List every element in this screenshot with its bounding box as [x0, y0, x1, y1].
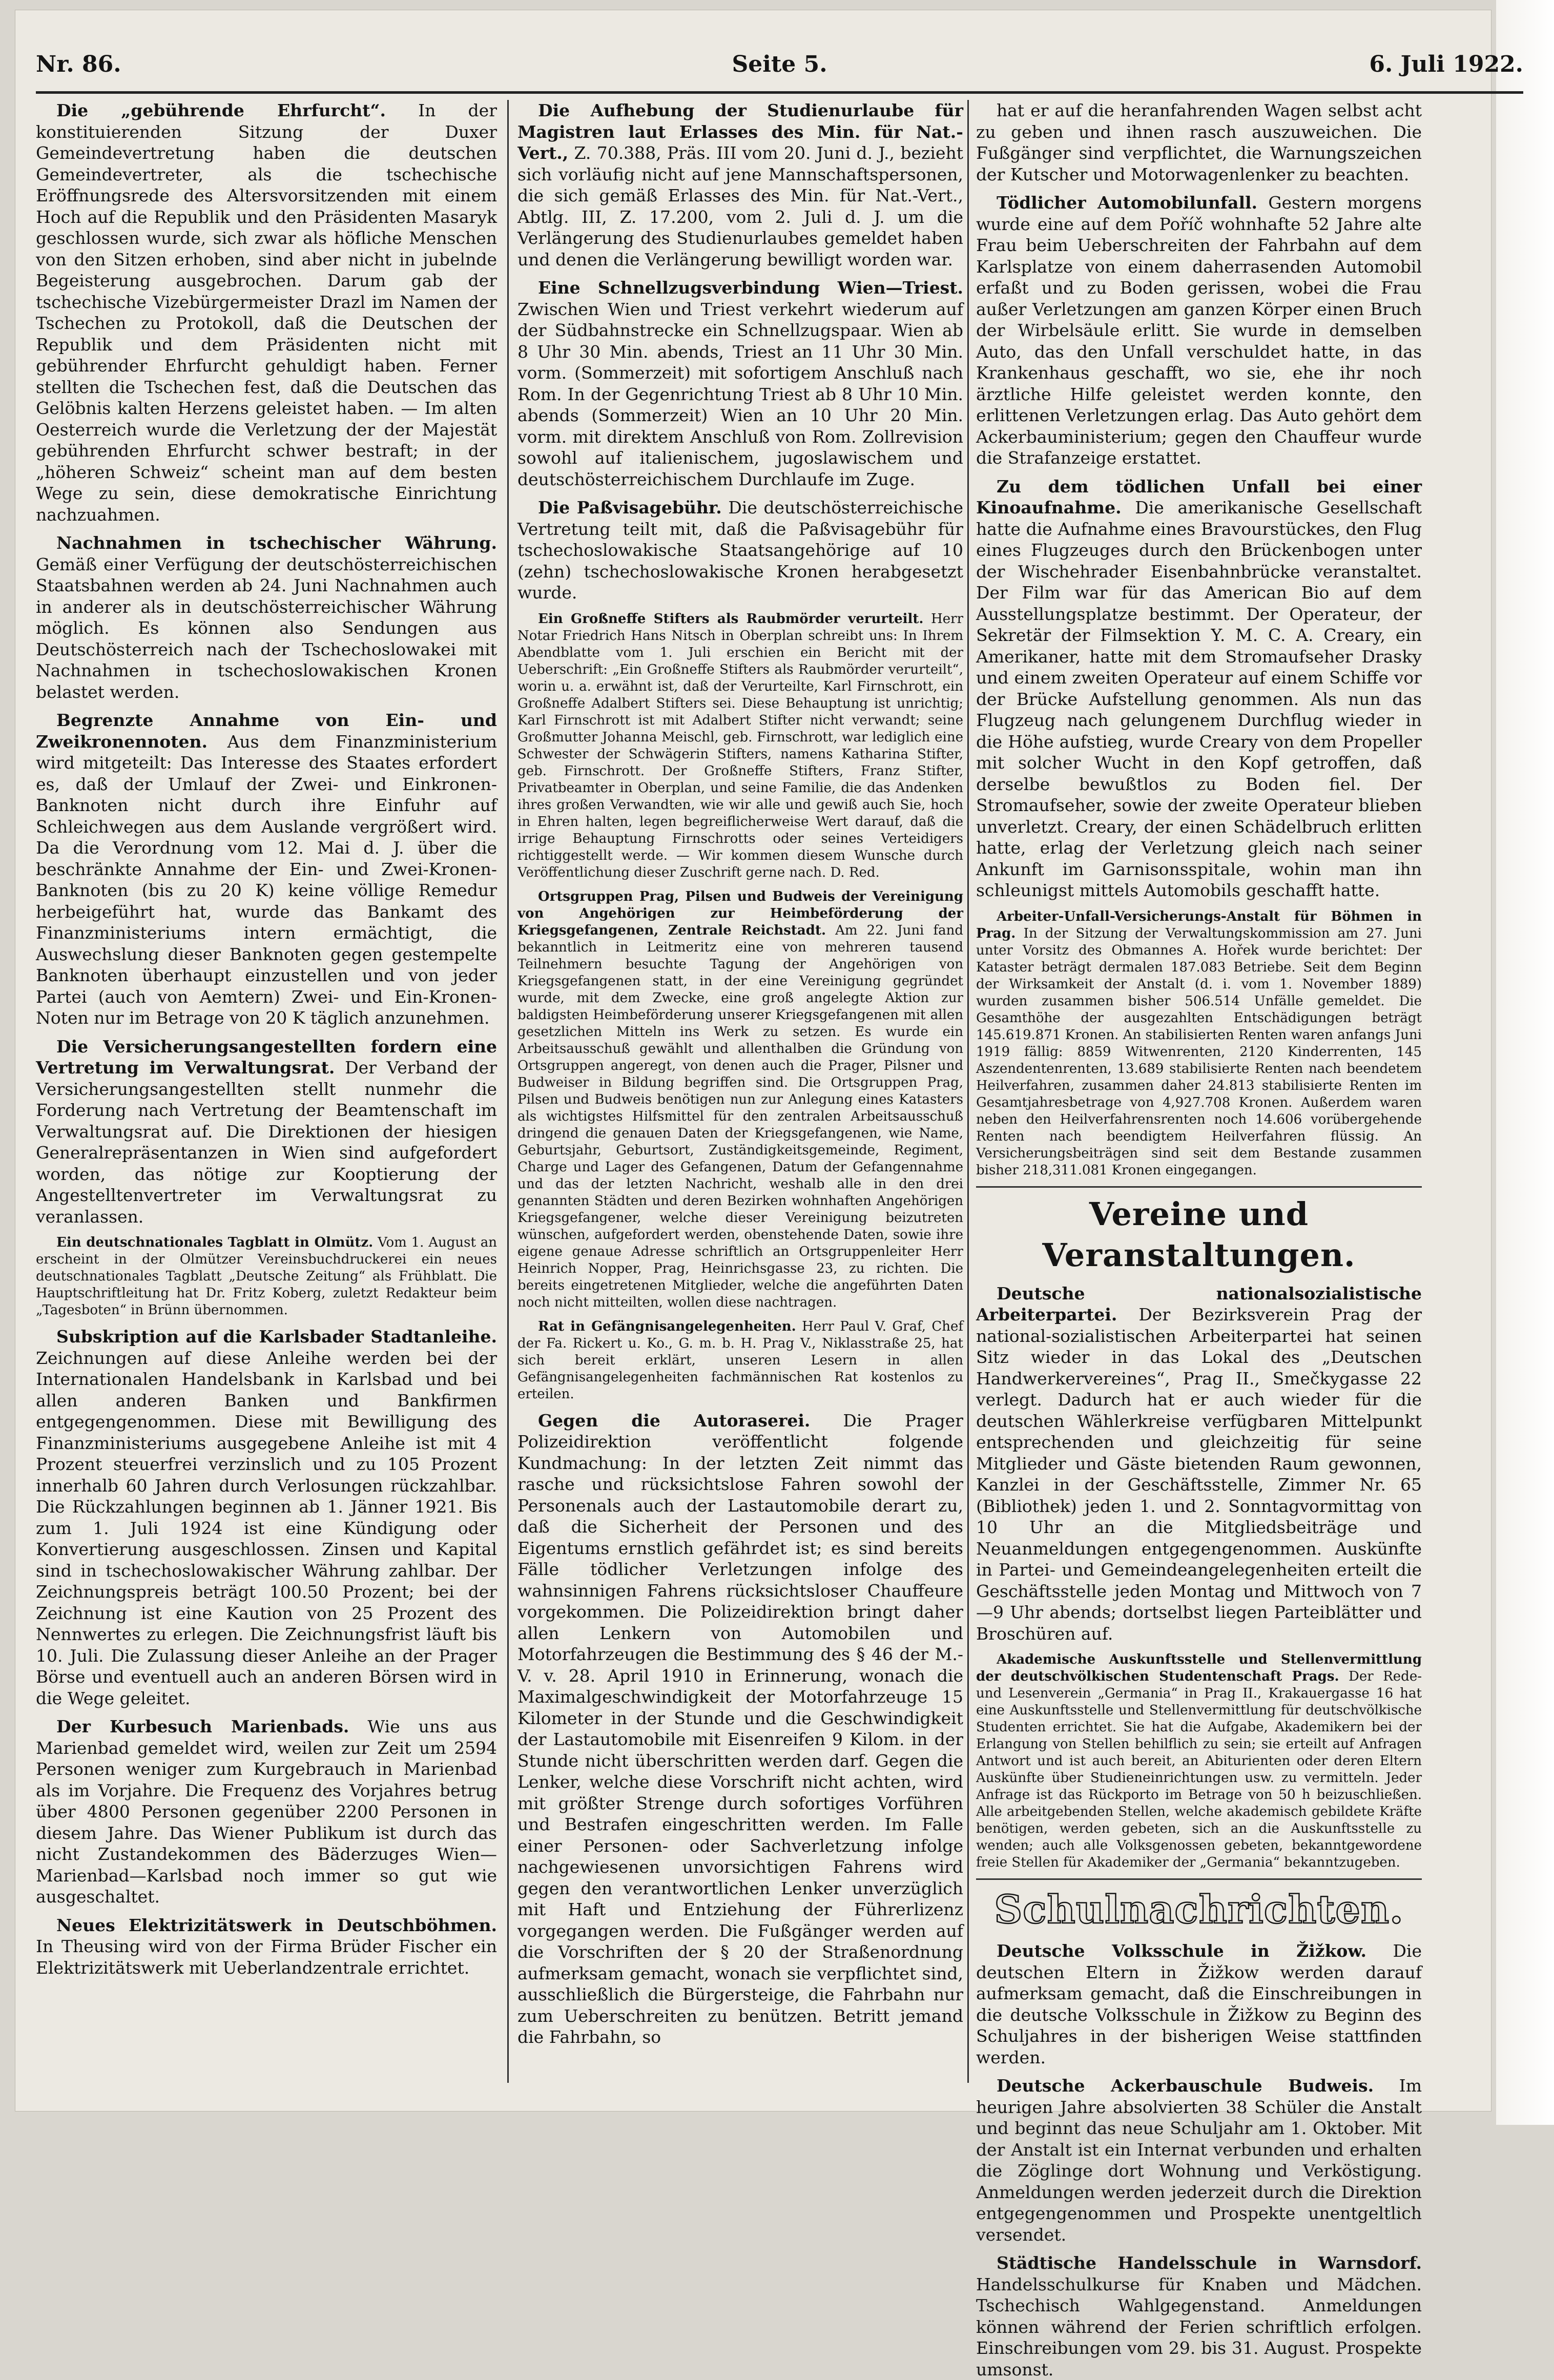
article-body: Herr Paul V. Graf, Chef der Fa. Rickert u. Ko., G. m. b. H. Prag V., Niklasstraße 25, hat sich bereit erklärt, unseren Lesern in allen Gefängnisangelegenheiten fachmännischen Rat kostenlos zu erteilen.	[517, 1318, 964, 1402]
article-body: Wie uns aus Marienbad gemeldet wird, weilen zur Zeit um 2594 Personen weniger zum Kurgebrauch in Marienbad als im Vorjahre. Die Frequenz des Vorjahres betrug über 4800 Personen gegenüber 2200 Personen in diesem Jahre. Das Wiener Publikum ist durch das nicht Zustandekommen des Bäderzuges Wien—Marienbad—Karlsbad noch immer so gut wie ausgeschaltet.	[36, 1716, 497, 1907]
article	[976, 1651, 1422, 1871]
article-headline: Nachnahmen in tschechischer Währung.	[56, 533, 497, 553]
article	[517, 888, 963, 1311]
article-body: Die Prager Polizeidirektion veröffentlicht folgende Kundmachung: In der letzten Zeit nimmt das rasche und rücksichtslose Fahren sowohl der Personenals auch der Lastautomobile derart zu, daß die Sicherheit der Personen und des Eigentums ernstlich gefährdet ist; es sind bereits Fälle tödlicher Verletzungen infolge des wahnsinnigen Fahrens rücksichtsloser Chauffeure vorgekommen. Die Polizeidirektion bringt daher allen Lenkern von Automobilen und Motorfahrzeugen die Bestimmung des § 46 der M.-V. v. 28. April 1910 in Erinnerung, wonach die Maximalgeschwindigkeit der Motorfahrzeuge 15 Kilometer in der Stunde und die Geschwindigkeit der Lastautomobile mit Eisenreifen 9 Kilom. in der Stunde nicht überschritten werden darf. Gegen die Lenker, welche diese Vorschrift nicht achten, wird mit größter Strenge durch sofortiges Vorführen und Bestrafen eingeschritten werden. Im Falle einer Personen- oder Sachverletzung infolge nachgewiesenen unvorsichtigen Fahrens wird gegen den verantwortlichen Lenker unverzüglich mit Haft und Entziehung der Führerlizenz vorgegangen werden. Die Fußgänger werden auf die Vorschriften der § 20 der Straßenordnung aufmerksam gemacht, wonach sie verpflichtet sind, ausschließlich die Bürgersteige, die Fahrbahn nur zum Ueberschreiten zu benützen. Betritt jemand die Fahrbahn, so	[517, 1410, 963, 2047]
issue-date: 6. Juli 1922.	[1369, 51, 1523, 77]
article-headline: Ortsgruppen Prag, Pilsen und Budweis der Vereinigung von Angehörigen zur Heimbeförderung der Kriegsgefangenen, Zentrale Reichstadt.	[517, 888, 963, 938]
article	[36, 1915, 497, 1979]
article	[976, 1940, 1422, 2068]
article	[976, 100, 1422, 185]
article	[36, 1036, 497, 1228]
article	[976, 1283, 1422, 1645]
article-headline: Rat in Gefängnisangelegenheiten.	[538, 1318, 796, 1334]
section-rule	[976, 1878, 1422, 1880]
article	[976, 192, 1422, 469]
vereine-articles	[976, 1283, 1422, 1872]
article-body: Die deutschösterreichische Vertretung teilt mit, daß die Paßvisagebühr für tschechoslowakische Staatsangehörige auf 10 (zehn) tschechoslowakische Kronen herabgesetzt wurde.	[517, 498, 963, 603]
article-body: Der Rede- und Lesenverein „Germania“ in Prag II., Krakauergasse 16 hat eine Auskunftsstelle und Stellenvermittlung für deutschvölkische Studenten errichtet. Sie hat die Aufgabe, Akademikern bei der Erlangung von Stellen behilflich zu sein; sie erteilt auf Anfragen Antwort und ist auch bereit, an Abiturienten oder deren Eltern Auskünfte über Studieneinrichtungen usw. zu vermitteln. Jeder Anfrage ist das Rückporto im Betrage von 50 h beizuschließen. Alle arbeitgebenden Stellen, welche akademisch gebildete Kräfte benötigen, werden gebeten, sich an die Auskunftsstelle zu wenden; auch alle Volksgenossen gebeten, bekanntgewordene freie Stellen für Akademiker der „Germania“ bekanntzugeben.	[976, 1669, 1422, 1870]
article-headline: Die Aufhebung der Studienurlaube für Magistren laut Erlasses des Min. für Nat.-Vert.,	[517, 100, 963, 163]
article-body: Vom 1. August an erscheint in der Olmützer Vereinsbuchdruckerei ein neues deutschnationales Tagblatt „Deutsche Zeitung“ als Frühblatt. Die Hauptschriftleitung hat Dr. Fritz Koberg, zuletzt Redakteur beim „Tagesboten“ in Brünn übernommen.	[36, 1235, 498, 1318]
article-body: Gestern morgens wurde eine auf dem Poříč wohnhafte 52 Jahre alte Frau beim Ueberschreiten der Fahrbahn auf dem Karlsplatze von einem daherrasenden Automobil erfaßt und zu Boden gerissen, wobei die Frau außer Verletzungen am ganzen Körper einen Bruch der Wirbelsäule erlitt. Sie wurde in demselben Auto, das den Unfall verschuldet hatte, in das Krankenhaus geschafft, wo sie, ehe ihr noch ärztliche Hilfe geleistet werden konnte, den erlittenen Verletzungen erlag. Das Auto gehört dem Ackerbauministerium; gegen den Chauffeur wurde die Strafanzeige erstattet.	[976, 193, 1422, 468]
article-body: Der Bezirksverein Prag der national-sozialistischen Arbeiterpartei hat seinen Sitz wieder in das Lokal des „Deutschen Handwerkervereines“, Prag II., Smečkygasse 22 verlegt. Dadurch hat er auch wieder für die deutschen Wählerkreise verfügbaren Mittelpunkt entsprechenden und gleichzeitig für seine Mitglieder und Gäste bietenden Raum gewonnen, Kanzlei in der Geschäftsstelle, Zimmer Nr. 65 (Bibliothek) jeden 1. und 2. Sonntagvormittag von 10 Uhr an die Mitgliedsbeiträge und Neuanmeldungen entgegengenommen. Auskünfte in Partei- und Gemeindeangelegenheiten erteilt die Geschäftsstelle jeden Montag und Mittwoch von 7—9 Uhr abends; dortselbst liegen Parteiblätter und Broschüren auf.	[976, 1305, 1422, 1644]
column-divider	[967, 100, 969, 2083]
article-body: In Theusing wird von der Firma Brüder Fischer ein Elektrizitätswerk mit Ueberlandzentrale errichtet.	[36, 1936, 497, 1978]
article	[517, 1318, 963, 1403]
article-headline: Zu dem tödlichen Unfall bei einer Kinoaufnahme.	[976, 476, 1422, 518]
article-headline: Die Versicherungsangestellten fordern eine Vertretung im Verwaltungsrat.	[36, 1036, 497, 1078]
issue-number: Nr. 86.	[36, 51, 121, 77]
column-3-news	[976, 100, 1422, 1179]
article-body: hat er auf die heranfahrenden Wagen selbst acht zu geben und ihnen rasch auszuweichen. Die Fußgänger sind verpflichtet, die Warnungszeichen der Kutscher und Motorwagenlenker zu beachten.	[976, 100, 1422, 184]
page-edge	[1496, 0, 1554, 2125]
article-headline: Arbeiter-Unfall-Versicherungs-Anstalt für Böhmen in Prag.	[976, 908, 1422, 941]
column-2	[517, 100, 963, 2083]
article-headline: Begrenzte Annahme von Ein- und Zweikronennoten.	[36, 710, 497, 752]
article	[517, 100, 963, 270]
column-3	[976, 100, 1422, 2379]
article-body: Im heurigen Jahre absolvierten 38 Schüler die Anstalt und beginnt das neue Schuljahr am 1. Oktober. Mit der Anstalt ist ein Internat verbunden und erhalten die Zöglinge dort Wohnung und Verköstigung. Anmeldungen werden jederzeit durch die Direktion entgegengenommen und Prospekte unentgeltlich versendet.	[976, 2076, 1422, 2245]
article	[36, 1326, 497, 1709]
article-headline: Eine Schnellzugsverbindung Wien—Triest.	[538, 278, 963, 298]
article-headline: Neues Elektrizitätswerk in Deutschböhmen.	[56, 1915, 497, 1935]
article-body: Am 22. Juni fand bekanntlich in Leitmeritz eine von mehreren tausend Teilnehmern besuchte Tagung der Angehörigen von Kriegsgefangenen statt, in der eine Vereinigung gegründet wurde, mit dem Zwecke, eine groß angelegte Aktion zur baldigsten Heimbeförderung unserer Kriegsgefangenen mit allen gesetzlichen Mitteln ins Werk zu setzen. Es wurde ein Arbeitsausschuß gewählt und allenthalben die Gründung von Ortsgruppen angeregt, von denen auch die Prager, Pilsner und Budweiser in Bildung begriffen sind. Die Ortsgruppen Prag, Pilsen und Budweis benötigen nun zur Anlegung eines Katasters als wichtigstes Hilfsmittel für den zentralen Arbeitsausschuß dringend die genauen Daten der Kriegsgefangenen, wie Name, Geburtsjahr, Geburtsort, Zuständigkeitsgemeinde, Regiment, Charge und Lager des Gefangenen, Datum der Gefangennahme und das der letzten Nachricht, weshalb alle in den drei genannten Städten und deren Bezirken wohnhaften Angehörigen Kriegsgefangener, welche dieser Vereinigung beizutreten wünschen, aufgefordert werden, obenstehende Daten, sowie ihre eigene genaue Adresse schriftlich an Ortsgruppenleiter Herr Heinrich Nopper, Prag, Heinrichsgasse 23, zu richten. Die bereits eingetretenen Mitglieder, welche die angeführten Daten noch nicht mitteilten, wollen diese nachtragen.	[517, 922, 964, 1310]
article	[36, 532, 497, 702]
header-rule	[36, 91, 1523, 94]
section-title-vereine: Vereine und Veranstaltungen.	[1042, 1195, 1356, 1274]
page-number: Seite 5.	[732, 51, 827, 77]
article	[517, 1410, 963, 2048]
article-body: Zeichnungen auf diese Anleihe werden bei der Internationalen Handelsbank in Karlsbad und bei allen anderen Banken und Bankfirmen entgegengenommen. Diese mit Bewilligung des Finanzministeriums ausgegebene Anleihe ist mit 4 Prozent steuerfrei verzinslich und zu 105 Prozent innerhalb 60 Jahren durch Verlosungen rückzahlbar. Die Rückzahlungen beginnen ab 1. Jänner 1921. Bis zum 1. Juli 1924 ist eine Kündigung oder Konvertierung ausgeschlossen. Zinsen und Kapital sind in tschechoslowakischer Währung zahlbar. Der Zeichnungspreis beträgt 100.50 Prozent; bei der Zeichnung ist eine Kaution von 25 Prozent des Nennwertes zu erlegen. Die Zeichnungsfrist läuft bis 10. Juli. Die Zulassung dieser Anleihe an der Prager Börse und eventuell auch an anderen Börsen wird in die Wege geleitet.	[36, 1348, 497, 1708]
article-body: Aus dem Finanzministerium wird mitgeteilt: Das Interesse des Staates erfordert es, daß der Umlauf der Zwei- und Einkronen-Banknoten nicht durch ihre Einfuhr auf Schleichwegen aus dem Auslande vergrößert wird. Da die Verordnung vom 12. Mai d. J. über die beschränkte Annahme der Ein- und Zwei-Kronen-Banknoten (bis zu 20 K) keine völlige Remedur herbeigeführt hat, wurde das Bankamt des Finanzministeriums intern ermächtigt, die Auswechslung dieser Banknoten gegen gestempelte Banknoten überhaupt einzustellen und von jeder Partei (auch von Aemtern) Zwei- und Ein-Kronen-Noten nur im Betrage von 20 K täglich anzunehmen.	[36, 731, 497, 1028]
section-rule	[976, 1186, 1422, 1188]
article-headline: Der Kurbesuch Marienbads.	[56, 1716, 349, 1736]
article-headline: Die „gebührende Ehrfurcht“.	[56, 100, 386, 120]
article-body: Die amerikanische Gesellschaft hatte die Aufnahme eines Bravourstückes, den Flug eines Flugzeuges durch den Brückenbogen unter der Wischehrader Eisenbahnbrücke veranstaltet. Der Film war für das American Bio auf dem Ausstellungsplatze bestimmt. Der Operateur, der Sekretär der Filmsektion Y. M. C. A. Creary, ein Amerikaner, hatte mit dem Stromaufseher Drasky und einem zweiten Operateur auf einem Schiffe vor der Brücke Aufstellung genommen. Als nun das Flugzeug nach gelungenem Durchflug wieder in die Höhe aufstieg, wurde Creary von dem Propeller mit solcher Wucht in den Kopf getroffen, daß derselbe bewußtlos zu Boden fiel. Der Stromaufseher, sowie der zweite Operateur blieben unverletzt. Creary, der einen Schädelbruch erlitten hatte, erlag der Verletzung gleich nach seiner Ankunft im Garnisonsspitale, wohin man ihn schleunigst mittels Automobils geschafft hatte.	[976, 498, 1422, 900]
article	[36, 100, 497, 525]
article	[517, 277, 963, 490]
article-body: Handelsschulkurse für Knaben und Mädchen. Tschechisch Wahlgegenstand. Anmeldungen können während der Ferien schriftlich erfolgen. Einschreibungen vom 29. bis 31. August. Prospekte umsonst.	[976, 2274, 1422, 2379]
article	[36, 710, 497, 1029]
schul-articles	[976, 1940, 1422, 2380]
article-headline: Städtische Handelsschule in Warnsdorf.	[997, 2253, 1422, 2273]
column-divider	[507, 100, 509, 2083]
article-headline: Deutsche nationalsozialistische Arbeiterpartei.	[976, 1283, 1422, 1324]
article-headline: Ein deutschnationales Tagblatt in Olmütz.	[56, 1235, 374, 1250]
column-1	[36, 100, 497, 2083]
article-headline: Die Paßvisagebühr.	[538, 498, 722, 518]
article	[976, 2252, 1422, 2380]
article-body: Die deutschen Eltern in Žižkow werden darauf aufmerksam gemacht, daß die Einschreibungen in die deutsche Volksschule in Žižkow zu Beginn des Schuljahres in der bisherigen Weise stattfinden werden.	[976, 1941, 1422, 2067]
article-body: Herr Notar Friedrich Hans Nitsch in Oberplan schreibt uns: In Ihrem Abendblatte vom 1. Juli erschien ein Bericht mit der Ueberschrift: „Ein Großneffe Stifters als Raubmörder verurteilt“, worin u. a. erwähnt ist, daß der Verurteilte, Karl Firnschrott, ein Großneffe Adalbert Stifters sei. Diese Behauptung ist unrichtig; Karl Firnschrott ist mit Adalbert Stifter nicht verwandt; seine Großmutter Johanna Meischl, geb. Firnschrott, war lediglich eine Schwester der Schwägerin Stifters, namens Katharina Stifter, geb. Firnschrott. Der Großneffe Stifters, Franz Stifter, Privatbeamter in Oberplan, und seine Familie, die das Andenken ihres großen Verwandten, wie wir alle und gewiß auch Sie, hoch in Ehren halten, legen begreiflicherweise Wert darauf, daß die irrige Behauptung Firnschrotts oder seines Verteidigers richtiggestellt werde. — Wir kommen diesem Wunsche durch Veröffentlichung dieser Zuschrift gerne nach. D. Red.	[517, 611, 964, 880]
article-body: Der Verband der Versicherungsangestellten stellt nunmehr die Forderung nach Vertretung der Beamtenschaft im Verwaltungsrat auf. Die Direktionen der hiesigen Generalrepräsentanzen in Wien sind aufgefordert worden, das nötige zur Kooptierung der Angestelltenvertreter im Verwaltungsrat zu veranlassen.	[36, 1058, 497, 1227]
article-headline: Tödlicher Automobilunfall.	[997, 193, 1258, 213]
article-body: In der konstituierenden Sitzung der Duxer Gemeindevertretung haben die deutschen Gemeindevertreter, als die tschechische Eröffnungsrede des Altersvorsitzenden mit einem Hoch auf die Republik und den Präsidenten Masaryk geschlossen wurde, sich zwar als höfliche Menschen von den Sitzen erhoben, sind aber nicht in jubelnde Begeisterung ausgebrochen. Darum gab der tschechische Vizebürgermeister Drazl im Namen der Tschechen zu Protokoll, daß die Deutschen der Republik und dem Präsidenten nicht mit gebührender Ehrfurcht gehuldigt haben. Ferner stellten die Tschechen fest, daß die Deutschen das Gelöbnis kalten Herzens geleistet haben. — Im alten Oesterreich wurde die Verletzung der der Majestät gebührenden Ehrfurcht schwer bestraft; in der „höheren Schweiz“ scheint man auf dem besten Wege zu sein, diese demokratische Einrichtung nachzuahmen.	[36, 100, 497, 525]
article-headline: Gegen die Autoraserei.	[538, 1410, 811, 1431]
article	[36, 1234, 497, 1319]
page-header	[36, 41, 1523, 97]
article-headline: Akademische Auskunftsstelle und Stellenvermittlung der deutschvölkischen Studentenschaft Prags.	[976, 1652, 1422, 1684]
article	[36, 1716, 497, 1908]
article-headline: Deutsche Ackerbauschule Budweis.	[997, 2076, 1374, 2096]
article-headline: Deutsche Volksschule in Žižkow.	[997, 1941, 1366, 1961]
article-headline: Subskription auf die Karlsbader Stadtanleihe.	[56, 1327, 497, 1347]
article-body: Zwischen Wien und Triest verkehrt wiederum auf der Südbahnstrecke ein Schnellzugspaar. Wien ab 8 Uhr 30 Min. abends, Triest an 11 Uhr 30 Min. vorm. (Sommerzeit) mit sofortigem Anschluß nach Rom. In der Gegenrichtung Triest ab 8 Uhr 10 Min. abends (Sommerzeit) Wien an 10 Uhr 20 Min. vorm. mit direktem Anschluß von Rom. Zollrevision sowohl auf italienischem, jugoslawischem und deutschösterreichischem Durchlaufe im Zuge.	[517, 299, 963, 489]
article-headline: Ein Großneffe Stifters als Raubmörder verurteilt.	[538, 611, 924, 627]
article	[976, 476, 1422, 901]
article	[517, 497, 963, 604]
article-body: Gemäß einer Verfügung der deutschösterreichischen Staatsbahnen werden ab 24. Juni Nachnahmen auch in anderer als in deutschösterreichischer Währung möglich. Es können also Sendungen aus Deutschösterreich nach der Tschechoslowakei mit Nachnahmen in tschechoslowakischen Kronen belastet werden.	[36, 554, 497, 702]
article	[976, 908, 1422, 1179]
article-body: Z. 70.388, Präs. III vom 20. Juni d. J., bezieht sich vorläufig nicht auf jene Mannschaftspersonen, die sich gemäß Erlasses des Min. für Nat.-Vert., Abtlg. III, Z. 17.200, vom 2. Juli d. J. um die Verlängerung des Studienurlaubes gemeldet haben und denen die Verlängerung bewilligt worden war.	[517, 143, 963, 270]
section-title-schulnachrichten: Schulnachrichten.	[994, 1887, 1404, 1932]
article	[517, 611, 963, 881]
article	[976, 2075, 1422, 2245]
article-body: In der Sitzung der Verwaltungskommission am 27. Juni unter Vorsitz des Obmannes A. Hořek wurde berichtet: Der Kataster beträgt dermalen 187.083 Betriebe. Seit dem Beginn der Wirksamkeit der Anstalt (d. i. vom 1. November 1889) wurden zusammen bisher 506.514 Unfälle gemeldet. Die Gesamthöhe der ausgezahlten Entschädigungen beträgt 145.619.871 Kronen. An stabilisierten Renten waren anfangs Juni 1919 fällig: 8859 Witwenrenten, 2120 Kinderrenten, 145 Aszendentenrenten, 13.689 stabilisierte Renten nach beendetem Heilverfahren, zusammen daher 24.813 stabilisierte Renten im Gesamtjahresbetrage von 4,927.708 Kronen. Außerdem waren neben den Heilverfahrensrenten noch 14.606 vorübergehende Renten nach beendigtem Heilverfahren flüssig. An Versicherungsbeiträgen sind seit dem Bestande zusammen bisher 218,311.081 Kronen eingegangen.	[976, 925, 1422, 1178]
